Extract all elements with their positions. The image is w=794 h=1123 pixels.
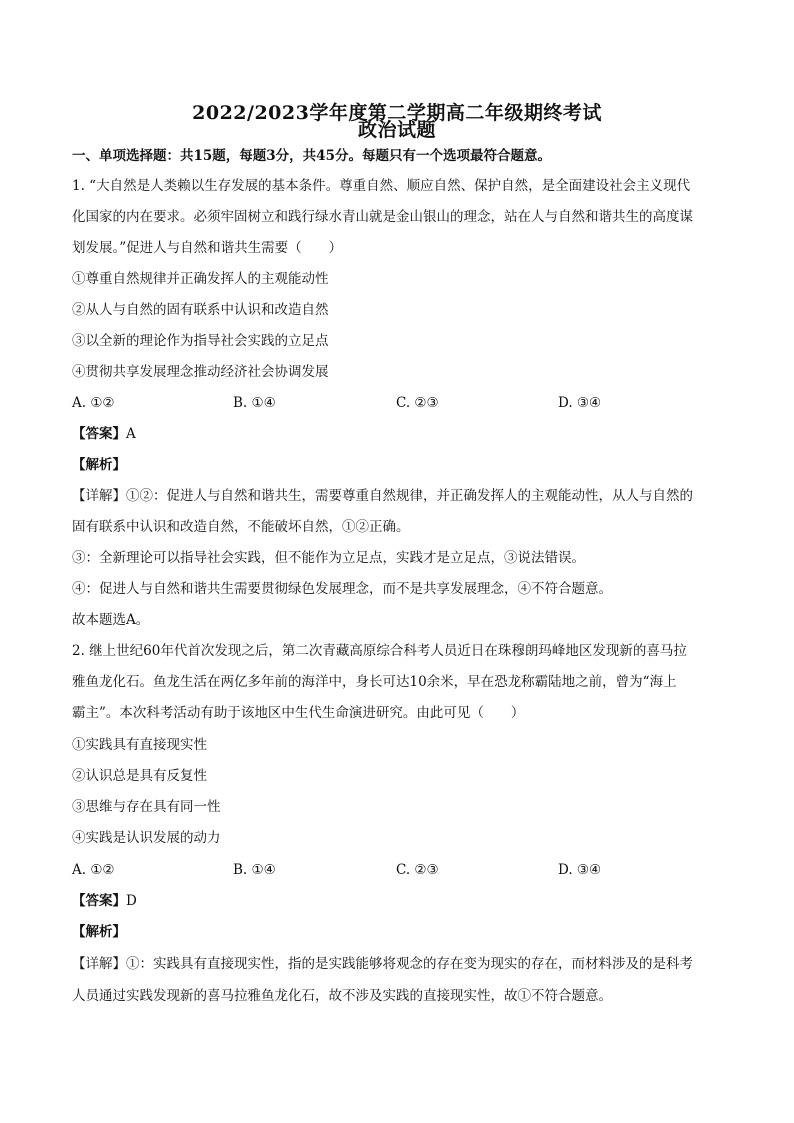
q1-statement-1: ①尊重自然规律并正确发挥人的主观能动性 bbox=[72, 271, 329, 287]
q1-detail-line-5: 故本题选A。 bbox=[72, 612, 150, 628]
q2-answer-value: D bbox=[126, 893, 137, 909]
q1-options bbox=[72, 393, 724, 413]
section-heading: 一、单项选择题：共15题，每题3分，共45分。每题只有一个选项最符合题意。 bbox=[72, 148, 551, 164]
subject-title-text: 政治试题 bbox=[357, 119, 436, 141]
q1-option-b: B. ①④ bbox=[233, 395, 276, 411]
q2-option-d: D. ③④ bbox=[558, 862, 602, 878]
q2-statement-2: ②认识总是具有反复性 bbox=[72, 768, 207, 784]
q2-option-a: A. ①② bbox=[72, 862, 115, 878]
q1-statement-3: ③以全新的理论作为指导社会实践的立足点 bbox=[72, 333, 329, 349]
exam-title: 2022/2023学年度第二学期高二年级期终考试 bbox=[192, 102, 602, 124]
q2-stem-line-1: 2. 继上世纪60年代首次发现之后，第二次青藏高原综合科考人员近日在珠穆朗玛峰地区发现新的喜马拉 bbox=[72, 643, 687, 659]
q1-stem-line-2: 化国家的内在要求。必须牢固树立和践行绿水青山就是金山银山的理念，站在人与自然和谐共生的高度谋 bbox=[72, 209, 693, 225]
q2-statement-3: ③思维与存在具有同一性 bbox=[72, 799, 221, 815]
q1-detail-line-4: ④：促进人与自然和谐共生需要贯彻绿色发展理念，而不是共享发展理念，④不符合题意。 bbox=[72, 581, 612, 597]
q1-answer bbox=[72, 424, 724, 444]
q2-answer-label: 【答案】 bbox=[72, 893, 126, 909]
q1-answer-value: A bbox=[126, 426, 136, 442]
q1-statement-2: ②从人与自然的固有联系中认识和改造自然 bbox=[72, 302, 329, 318]
q2-detail-line-2: 人员通过实践发现新的喜马拉雅鱼龙化石，故不涉及实践的直接现实性，故①不符合题意。 bbox=[72, 988, 612, 1004]
q2-detail-line-1: 【详解】①：实践具有直接现实性，指的是实践能够将观念的存在变为现实的存在，而材料涉及的是科考 bbox=[72, 956, 693, 972]
q2-stem-line-3: 霸主”。本次科考活动有助于该地区中生代生命演进研究。由此可见（ ） bbox=[72, 705, 525, 721]
q1-answer-label: 【答案】 bbox=[72, 426, 126, 442]
q1-detail-line-2: 固有联系中认识和改造自然，不能破坏自然，①②正确。 bbox=[72, 519, 410, 535]
q2-options bbox=[72, 860, 724, 880]
q2-option-c: C. ②③ bbox=[396, 862, 439, 878]
q1-statement-4: ④贯彻共享发展理念推动经济社会协调发展 bbox=[72, 364, 329, 380]
q1-stem-line-3: 划发展。”促进人与自然和谐共生需要（ ） bbox=[72, 240, 343, 256]
q2-statement-4: ④实践是认识发展的动力 bbox=[72, 830, 221, 846]
q1-option-c: C. ②③ bbox=[396, 395, 439, 411]
q1-detail-line-3: ③：全新理论可以指导社会实践，但不能作为立足点，实践才是立足点，③说法错误。 bbox=[72, 550, 585, 566]
q2-option-b: B. ①④ bbox=[233, 862, 276, 878]
q2-answer bbox=[72, 891, 724, 911]
q2-analysis-label: 【解析】 bbox=[72, 924, 126, 940]
q1-detail-line-1: 【详解】①②：促进人与自然和谐共生，需要尊重自然规律，并正确发挥人的主观能动性，从人与自然的 bbox=[72, 488, 693, 504]
q2-statement-1: ①实践具有直接现实性 bbox=[72, 737, 207, 753]
q1-option-d: D. ③④ bbox=[558, 395, 602, 411]
q1-stem-line-1: 1. “大自然是人类赖以生存发展的基本条件。尊重自然、顺应自然、保护自然，是全面建设社会主义现代 bbox=[72, 178, 691, 194]
q1-analysis-label: 【解析】 bbox=[72, 457, 126, 473]
q1-option-a: A. ①② bbox=[72, 395, 115, 411]
q2-stem-line-2: 雅鱼龙化石。鱼龙生活在两亿多年前的海洋中，身长可达10余米，早在恐龙称霸陆地之前，曾为“海上 bbox=[72, 674, 677, 690]
exam-subject-title bbox=[0, 115, 794, 142]
